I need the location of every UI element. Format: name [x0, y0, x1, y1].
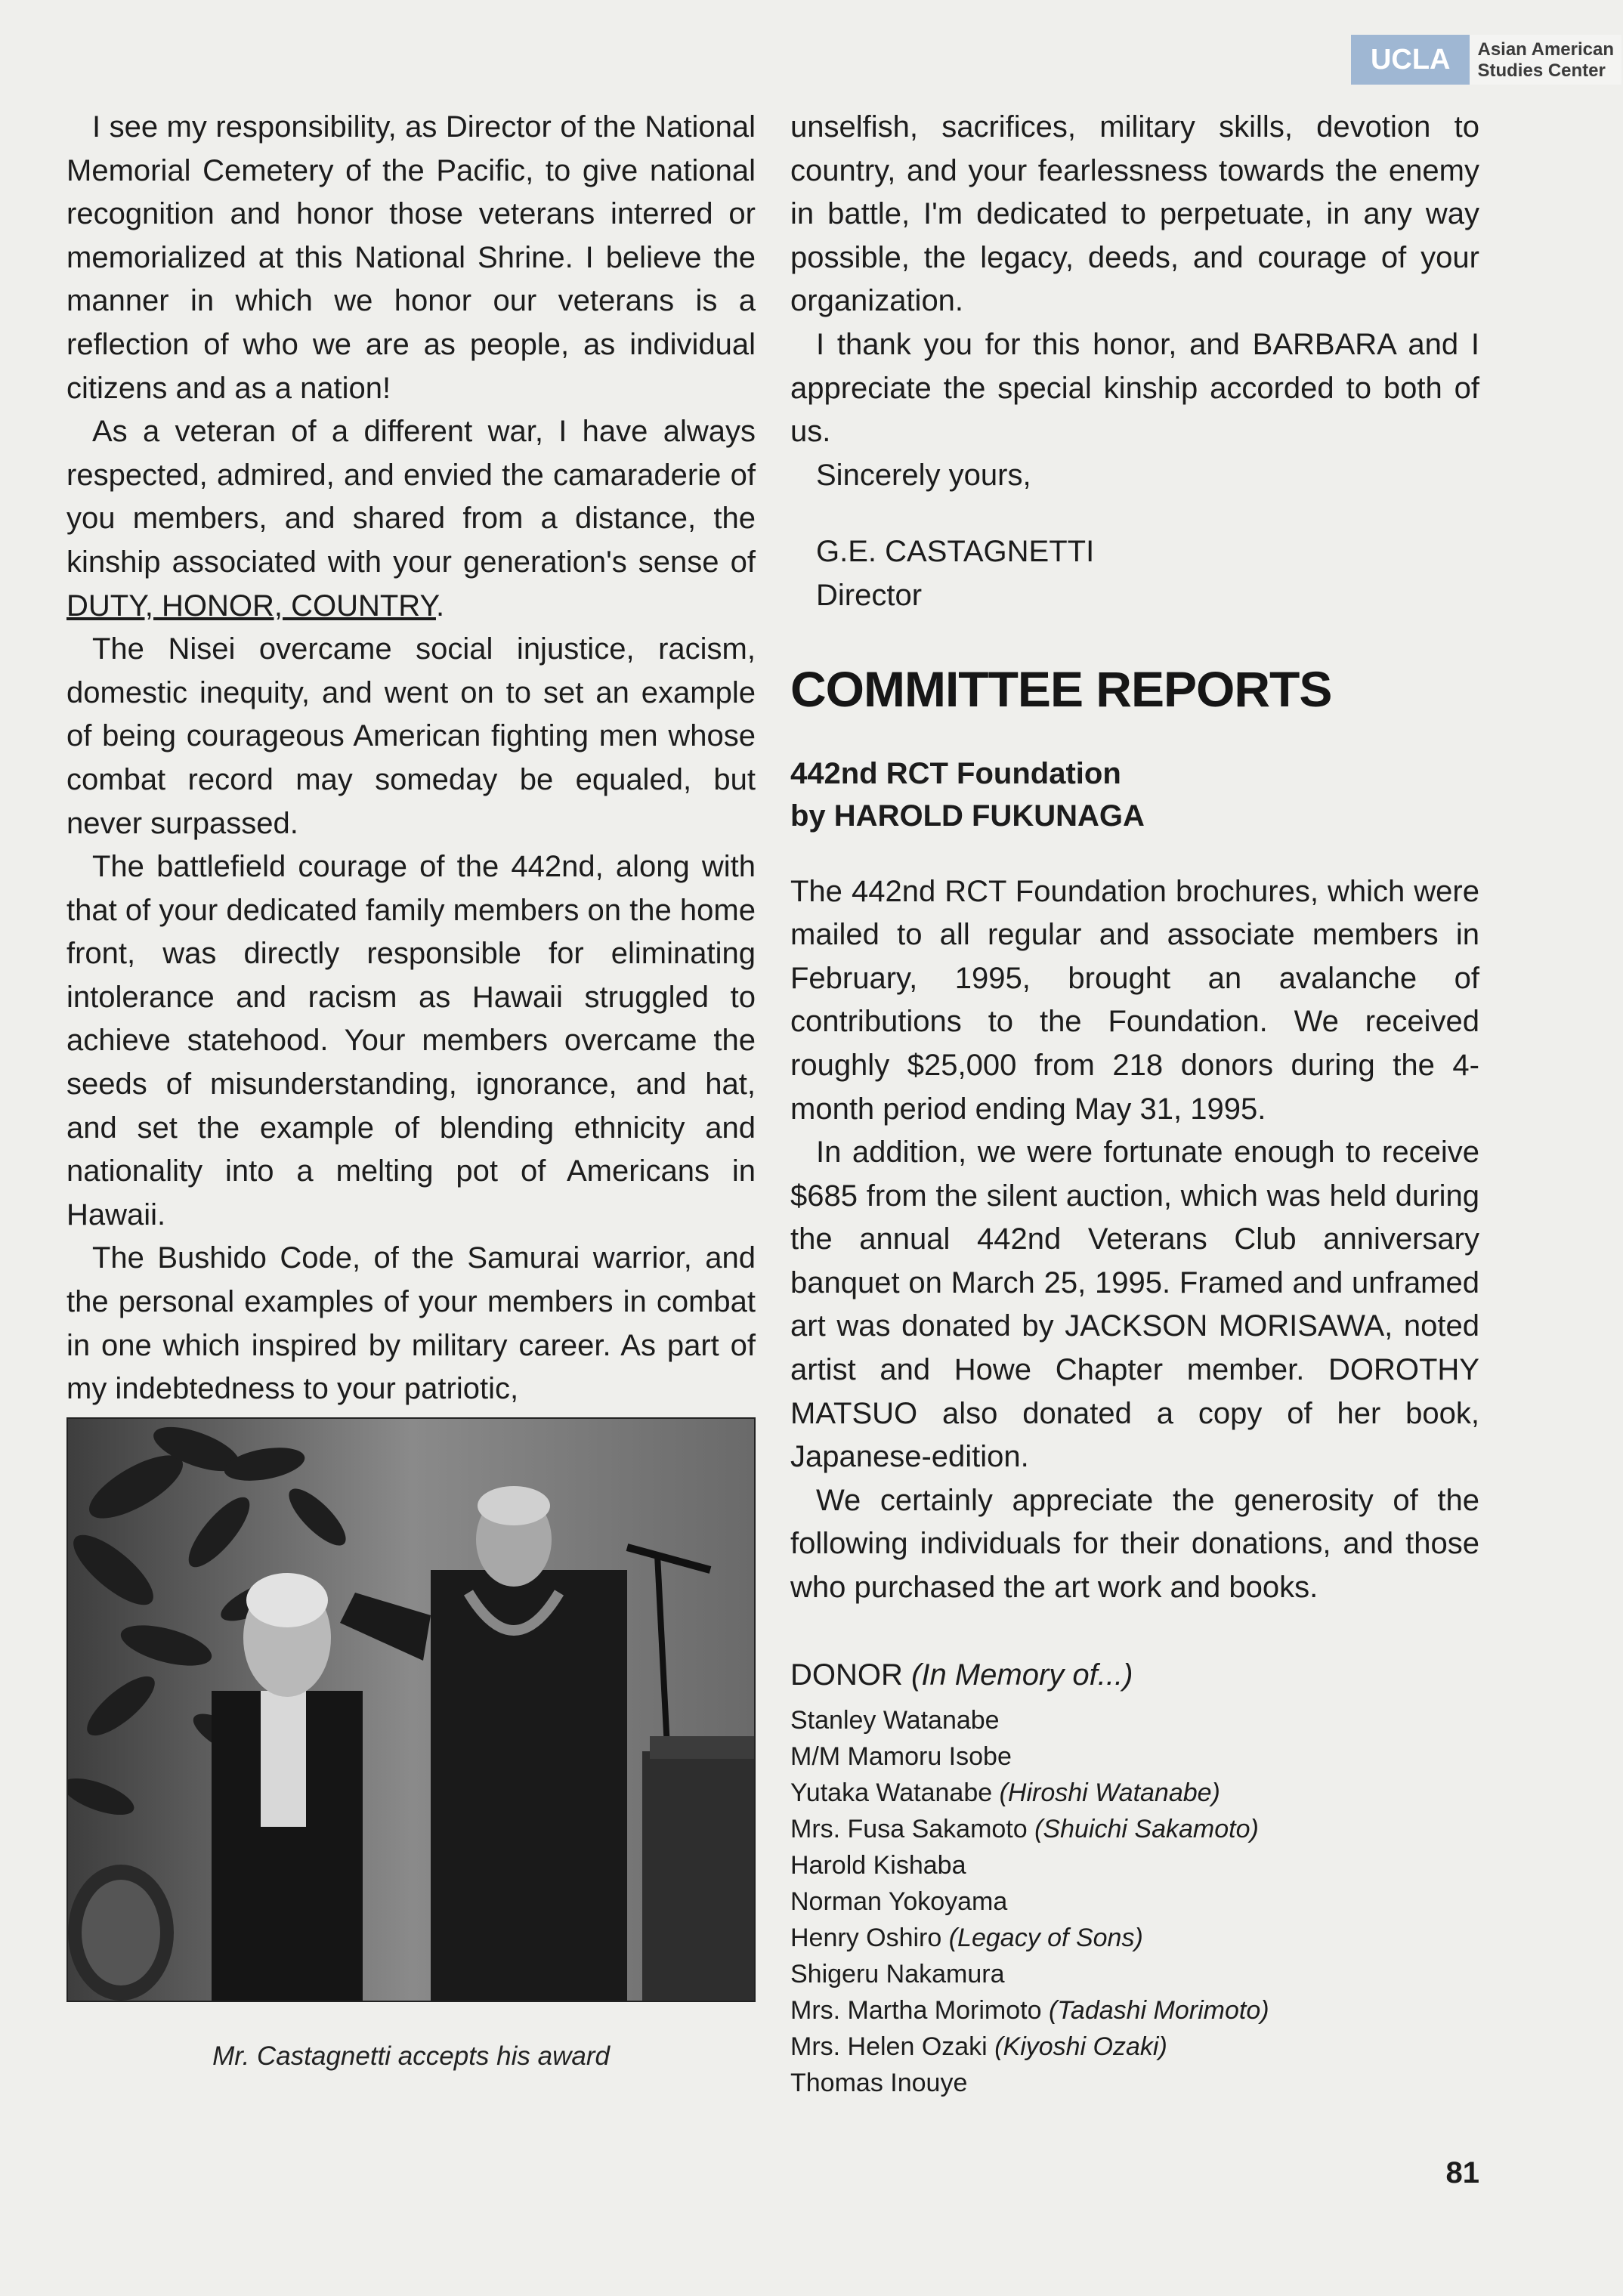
left-paragraph-2: [66, 410, 756, 628]
donor-name: Norman Yokoyama: [790, 1887, 1008, 1916]
donor-memory: (Hiroshi Watanabe): [999, 1778, 1220, 1807]
donor-item: [790, 2029, 1479, 2065]
left-paragraph-4: The battlefield courage of the 442nd, along with that of your dedicated family members on the home front, was directly responsible for eliminating intolerance and racism as Hawaii struggled to achieve statehood. Your members overcame the seeds of misunderstanding, ignorance, and hat, and set the example of blending ethnicity and nationality into a melting pot of Americans in Hawaii.: [66, 850, 756, 1231]
ucla-aasc-logo: [1351, 35, 1621, 85]
page-number: 81: [1445, 2156, 1479, 2189]
donor-label: DONOR: [790, 1658, 903, 1692]
donor-name: Mrs. Martha Morimoto: [790, 1995, 1042, 2025]
section-heading: COMMITTEE REPORTS: [790, 660, 1332, 717]
donor-memory: (Kiyoshi Ozaki): [994, 2032, 1167, 2061]
report-paragraph-3: We certainly appreciate the generosity of the following individuals for their donations, and those who purchased the art work and books.: [790, 1483, 1479, 1605]
report-paragraph-2: In addition, we were fortunate enough to receive $685 from the silent auction, which was held during the annual 442nd Veterans Club anniversary banquet on March 25, 1995. Framed and unframed art was donated by JACKSON MORISAWA, noted artist and Howe Chapter member. DOROTHY MATSUO also donated a copy of her book, Japanese-edition.: [790, 1136, 1479, 1474]
donor-name: M/M Mamoru Isobe: [790, 1741, 1012, 1771]
duty-end: .: [435, 589, 445, 623]
logo-line-1: Asian American: [1477, 39, 1614, 60]
donor-name: Thomas Inouye: [790, 2068, 968, 2097]
signature-title: Director: [816, 578, 923, 612]
donor-item: [790, 1702, 1479, 1738]
donor-heading: [790, 1654, 1479, 1696]
donor-label-note: (In Memory of...): [911, 1658, 1133, 1692]
donor-name: Yutaka Watanabe: [790, 1778, 993, 1807]
donor-list: [790, 1702, 1479, 2101]
left-paragraph-5: The Bushido Code, of the Samurai warrior, and the personal examples of your members in combat in one which inspired by military career. As part of my indebtedness to your patriotic,: [66, 1241, 756, 1406]
donor-item: [790, 1992, 1479, 2029]
right-paragraph-2: I thank you for this honor, and BARBARA and I appreciate the special kinship accorded to both of us.: [790, 327, 1479, 449]
donor-item: [790, 1956, 1479, 1992]
award-photo-image: [68, 1419, 754, 2001]
closing: Sincerely yours,: [816, 458, 1031, 492]
donor-item: [790, 1811, 1479, 1847]
donor-item: [790, 2065, 1479, 2101]
donor-memory: (Shuichi Sakamoto): [1034, 1814, 1259, 1843]
donor-name: Mrs. Helen Ozaki: [790, 2032, 988, 2061]
donor-name: Shigeru Nakamura: [790, 1959, 1005, 1989]
left-paragraph-3: The Nisei overcame social injustice, racism, domestic inequity, and went on to set an example of being courageous American fighting men whose combat record may someday be equaled, but never surpassed.: [66, 632, 756, 840]
award-photo: [66, 1417, 756, 2002]
donor-item: [790, 1738, 1479, 1775]
logo-text: [1470, 35, 1621, 85]
subhead-line-1: 442nd RCT Foundation: [790, 756, 1121, 790]
duty-honor-country: DUTY, HONOR, COUNTRY: [66, 589, 436, 623]
donor-name: Mrs. Fusa Sakamoto: [790, 1814, 1028, 1843]
left-paragraph-1: I see my responsibility, as Director of the National Memorial Cemetery of the Pacific, to give national recognition and honor those veterans interred or memorialized at this National Shrine. I believe the manner in which we honor our veterans is a reflection of who we are as people, as individual citizens and as a nation!: [66, 110, 756, 405]
donor-item: [790, 1847, 1479, 1883]
donor-name: Henry Oshiro: [790, 1923, 942, 1952]
donor-item: [790, 1883, 1479, 1920]
donor-name: Stanley Watanabe: [790, 1705, 1000, 1735]
donor-memory: (Legacy of Sons): [948, 1923, 1143, 1952]
donor-memory: (Tadashi Morimoto): [1048, 1995, 1269, 2025]
subhead-line-2: by HAROLD FUKUNAGA: [790, 799, 1145, 833]
photo-caption: Mr. Castagnetti accepts his award: [212, 2041, 610, 2071]
right-paragraph-1: unselfish, sacrifices, military skills, devotion to country, and your fearlessness towards the enemy in battle, I'm dedicated to perpetuate, in any way possible, the legacy, deeds, and courage of your organization.: [790, 110, 1479, 318]
ucla-logo-mark: UCLA: [1351, 35, 1470, 85]
report-paragraph-1: The 442nd RCT Foundation brochures, which were mailed to all regular and associate members in February, 1995, brought an avalanche of contributions to the Foundation. We received roughly $25,000 from 218 donors during the 4-month period ending May 31, 1995.: [790, 874, 1479, 1126]
donor-name: Harold Kishaba: [790, 1850, 966, 1880]
donor-item: [790, 1775, 1479, 1811]
left-column: [66, 106, 756, 1411]
left-paragraph-2-text: As a veteran of a different war, I have always respected, admired, and envied the camaraderie of you members, and shared from a distance, the kinship associated with your generation's sense of: [66, 415, 756, 579]
right-column: [790, 106, 1479, 2101]
donor-item: [790, 1920, 1479, 1956]
logo-line-2: Studies Center: [1477, 60, 1606, 81]
signature-name: G.E. CASTAGNETTI: [816, 535, 1095, 569]
